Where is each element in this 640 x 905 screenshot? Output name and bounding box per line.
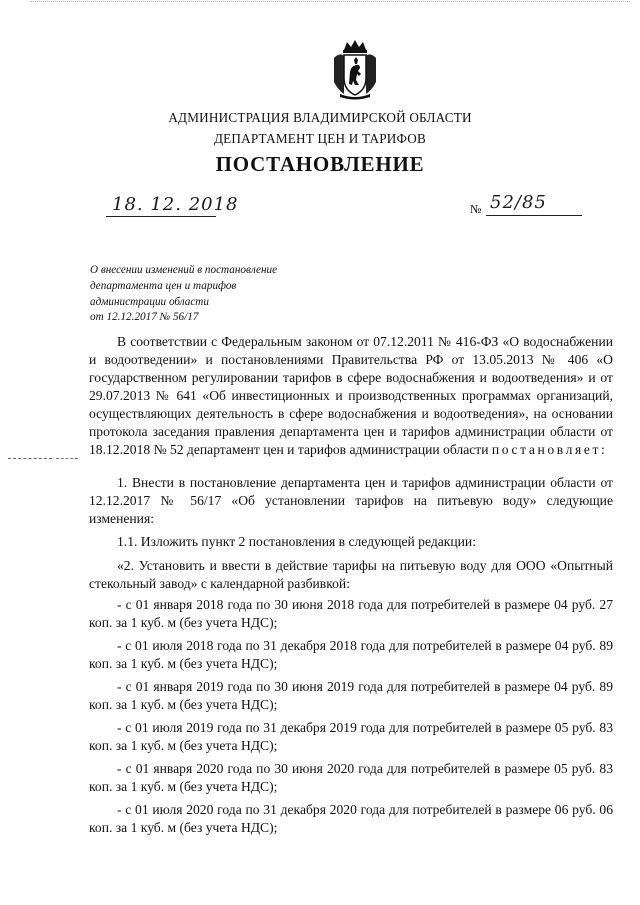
number-underline — [486, 215, 582, 216]
document-title: ПОСТАНОВЛЕНИЕ — [215, 152, 425, 176]
subject-line: от 12.12.2017 № 56/17 — [90, 311, 199, 324]
tariff-item: - с 01 января 2020 года по 30 июня 2020 года для потребителей в размере 05 руб. 83 коп. за 1 куб. м (без учета НДС); — [89, 761, 613, 794]
preamble-resolves: постановляет: — [491, 442, 608, 457]
tariff-item: - с 01 января 2019 года по 30 июня 2019 года для потребителей в размере 04 руб. 89 коп. за 1 куб. м (без учета НДС); — [89, 679, 613, 712]
tariff-item: - с 01 января 2018 года по 30 июня 2018 года для потребителей в размере 04 руб. 27 коп. за 1 куб. м (без учета НДС); — [89, 597, 613, 630]
document-subject — [90, 263, 350, 326]
document-date: 18. 12. 2018 — [112, 194, 239, 215]
tariff-item: - с 01 июля 2019 года по 31 декабря 2019 года для потребителей в размере 05 руб. 83 коп. за 1 куб. м (без учета НДС); — [89, 720, 613, 753]
item-1-1-paragraph: 1.1. Изложить пункт 2 постановления в следующей редакции: — [117, 534, 476, 549]
item-1-paragraph: 1. Внести в постановление департамента цен и тарифов администрации области от 12.12.2017 № 56/17 «Об установлении тарифов на питьевую воду» следующие изменения: — [89, 475, 613, 526]
document-number: 52/85 — [490, 192, 547, 213]
scan-margin-mark — [8, 458, 52, 459]
coat-of-arms-icon — [330, 38, 380, 100]
number-prefix: № — [470, 202, 482, 216]
date-underline — [106, 216, 216, 217]
tariff-item: - с 01 июля 2018 года по 31 декабря 2018 года для потребителей в размере 04 руб. 89 коп. за 1 куб. м (без учета НДС); — [89, 638, 613, 671]
preamble-paragraph — [89, 333, 613, 459]
scan-margin-mark — [56, 458, 78, 459]
subject-line: О внесении изменений в постановление — [90, 264, 278, 276]
subject-line: департамента цен и тарифов — [90, 279, 237, 292]
department-name: ДЕПАРТАМЕНТ ЦЕН И ТАРИФОВ — [213, 131, 427, 146]
tariff-item: - с 01 июля 2020 года по 31 декабря 2020 года для потребителей в размере 06 руб. 06 коп. за 1 куб. м (без учета НДС); — [89, 802, 613, 835]
organization-name: АДМИНИСТРАЦИЯ ВЛАДИМИРСКОЙ ОБЛАСТИ — [168, 110, 472, 125]
preamble-text: В соответствии с Федеральным законом от 07.12.2011 № 416-ФЗ «О водоснабжении и водоотведении» и постановлениями Правительства РФ от 13.05.2013 № 406 «О государственном регулировании тарифов в сфере водоснабжения и водоотведения» и от 29.07.2013 № 641 «Об инвестиционных и производственных программах организаций, осуществляющих деятельность в сфере водоснабжения и водоотведения», на основании протокола заседания правления департамента цен и тарифов администрации области от 18.12.2018 № 52 департамент цен и тарифов администрации области — [89, 334, 613, 457]
subject-line: администрации области — [90, 295, 209, 308]
scan-edge-line — [30, 1, 630, 2]
item-2-paragraph: «2. Установить и ввести в действие тарифы на питьевую воду для ООО «Опытный стекольный завод» с календарной разбивкой: — [89, 558, 613, 591]
